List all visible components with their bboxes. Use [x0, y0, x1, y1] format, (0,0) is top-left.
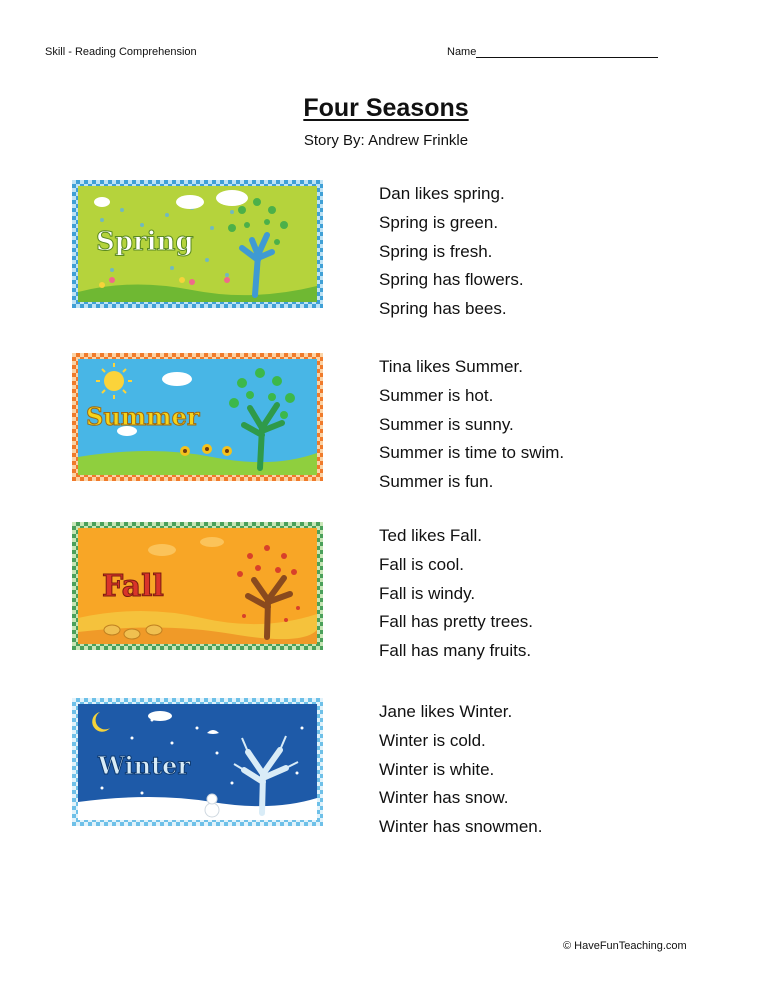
story-line: Summer is hot. [379, 385, 494, 405]
story-line: Fall has many fruits. [379, 641, 532, 661]
fall-story-lines [379, 522, 533, 666]
story-line: Tina likes Summer. [379, 357, 523, 376]
winter-story-lines [379, 698, 542, 842]
page-title: Four Seasons [303, 94, 469, 122]
story-line: Winter has snow. [379, 788, 509, 808]
copyright-footer: © HaveFunTeaching.com [563, 940, 687, 952]
winter-card-image [72, 698, 323, 826]
story-line: Fall has pretty trees. [379, 612, 534, 632]
summer-card-label: Summer [86, 402, 200, 431]
story-line: Jane likes Winter. [379, 702, 513, 721]
season-fall [72, 522, 732, 661]
story-line: Summer is time to swim. [379, 443, 565, 463]
name-label: Name [447, 46, 477, 58]
story-line: Winter has snowmen. [379, 817, 543, 837]
fall-card-image [72, 522, 323, 650]
story-line: Spring has bees. [379, 299, 507, 319]
story-line: Ted likes Fall. [379, 526, 482, 545]
name-field [447, 46, 658, 58]
story-line: Summer is sunny. [379, 414, 514, 434]
story-line: Spring is fresh. [379, 241, 493, 261]
story-line: Fall is cool. [379, 554, 465, 574]
season-winter [72, 698, 732, 837]
skill-label: Skill - Reading Comprehension [45, 46, 197, 58]
winter-card-label: Winter [98, 751, 191, 780]
spring-card-label: Spring [96, 227, 194, 257]
season-spring [72, 180, 732, 319]
season-summer [72, 353, 732, 492]
story-line: Fall is windy. [379, 583, 476, 603]
summer-card-image [72, 353, 323, 481]
story-line: Dan likes spring. [379, 184, 505, 203]
story-line: Winter is cold. [379, 730, 486, 750]
story-line: Winter is white. [379, 759, 495, 779]
name-blank-line [476, 46, 658, 58]
spring-card-image [72, 180, 323, 308]
fall-card-label: Fall [102, 569, 164, 604]
story-line: Spring is green. [379, 212, 499, 232]
story-byline: Story By: Andrew Frinkle [303, 132, 469, 149]
spring-story-lines [379, 180, 524, 324]
summer-story-lines [379, 353, 564, 497]
story-line: Summer is fun. [379, 472, 494, 492]
story-line: Spring has flowers. [379, 270, 524, 290]
